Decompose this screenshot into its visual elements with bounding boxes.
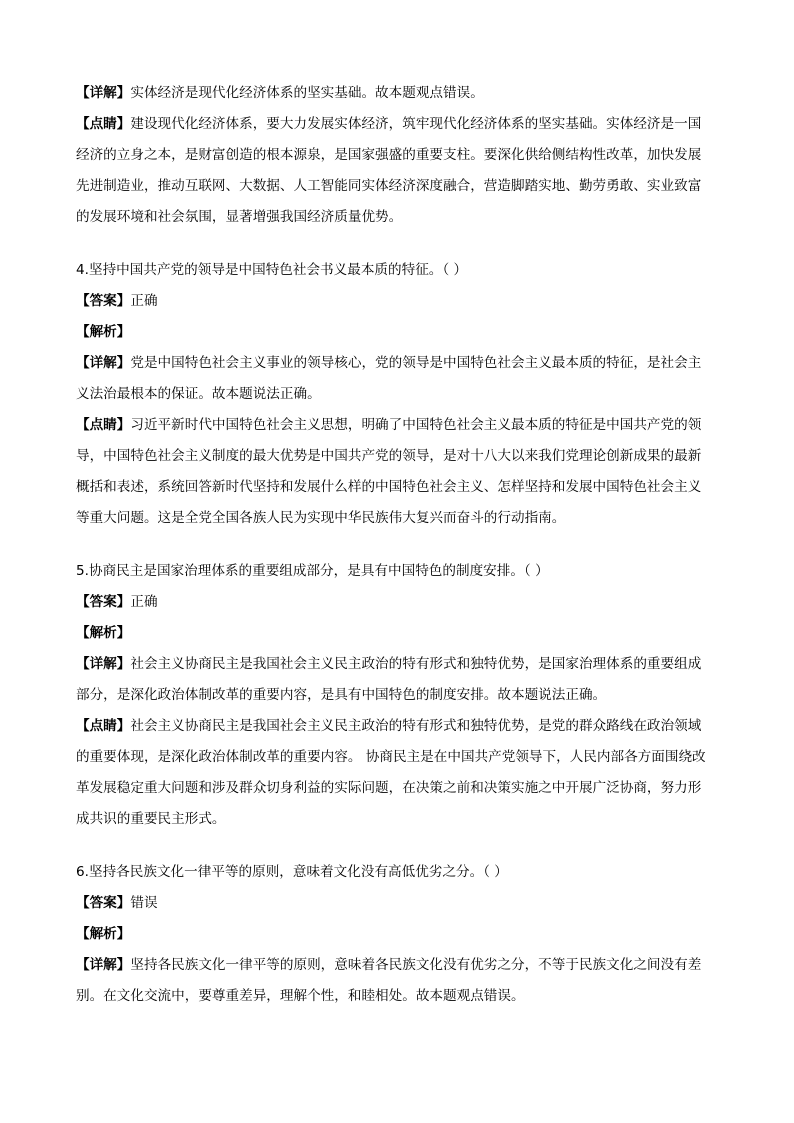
answer-value: 正确 xyxy=(130,594,158,610)
analysis-label: 【解析】 xyxy=(76,625,131,641)
comment-label: 【点睛】 xyxy=(76,718,131,734)
question-text: 4.坚持中国共产党的领导是中国特色社会书义最本质的特征。（ ） xyxy=(76,262,468,278)
comment-line: 社会主义协商民主是我国社会主义民主政治的特有形式和独特优势，是党的群众路线在政治领域 xyxy=(130,718,702,734)
answer-value: 正确 xyxy=(130,293,158,309)
detail-line: 别。在文化交流中，要尊重差异，理解个性，和睦相处。故本题观点错误。 xyxy=(76,988,525,1004)
answer-label: 【答案】 xyxy=(76,895,131,911)
analysis-label: 【解析】 xyxy=(76,324,131,340)
q3-comment xyxy=(76,109,712,233)
comment-line: 概括和表述，系统回答新时代坚持和发展什么样的中国特色社会主义、怎样坚持和发展中国特色社会主义 xyxy=(76,479,702,495)
comment-label: 【点睛】 xyxy=(76,116,131,132)
comment-line: 导，中国特色社会主义制度的最大优势是中国共产党的领导，是对十八大以来我们党理论创新成果的最新 xyxy=(76,448,702,464)
answer-label: 【答案】 xyxy=(76,594,131,610)
detail-text: 实体经济是现代化经济体系的坚实基础。故本题观点错误。 xyxy=(130,85,484,101)
comment-line: 先进制造业，推动互联网、大数据、人工智能同实体经济深度融合，营造脚踏实地、勤劳勇敢、实业致富 xyxy=(76,178,702,194)
comment-label: 【点睛】 xyxy=(76,417,131,433)
comment-line: 的发展环境和社会氛围，显著增强我国经济质量优势。 xyxy=(76,209,403,225)
comment-line: 等重大问题。这是全党全国各族人民为实现中华民族伟大复兴而奋斗的行动指南。 xyxy=(76,510,566,526)
answer-label: 【答案】 xyxy=(76,293,131,309)
answer-value: 错误 xyxy=(130,895,158,911)
detail-label: 【详解】 xyxy=(76,656,131,672)
detail-line: 党是中国特色社会主义事业的领导核心，党的领导是中国特色社会主义最本质的特征，是社会主 xyxy=(130,355,702,371)
detail-line: 部分，是深化政治体制改革的重要内容，是具有中国特色的制度安排。故本题说法正确。 xyxy=(76,687,607,703)
question-5 xyxy=(76,556,712,835)
question-text: 6.坚持各民族文化一律平等的原则，意味着文化没有高低优劣之分。（ ） xyxy=(76,864,508,880)
analysis-label: 【解析】 xyxy=(76,926,131,942)
comment-line: 的重要体现，是深化政治体制改革的重要内容。 协商民主是在中国共产党领导下，人民内部各方面围绕改 xyxy=(76,749,706,765)
detail-label: 【详解】 xyxy=(76,957,131,973)
question-6 xyxy=(76,857,712,1012)
detail-label: 【详解】 xyxy=(76,355,131,371)
comment-line: 习近平新时代中国特色社会主义思想，明确了中国特色社会主义最本质的特征是中国共产党的领 xyxy=(130,417,702,433)
question-4 xyxy=(76,255,712,534)
comment-line: 成共识的重要民主形式。 xyxy=(76,811,226,827)
question-text: 5.协商民主是国家治理体系的重要组成部分，是具有中国特色的制度安排。（ ） xyxy=(76,563,549,579)
comment-line: 经济的立身之本，是财富创造的根本源泉，是国家强盛的重要支柱。要深化供给侧结构性改革，加快发展 xyxy=(76,147,702,163)
comment-line: 革发展稳定重大问题和涉及群众切身利益的实际问题，在决策之前和决策实施之中开展广泛协商，努力形 xyxy=(76,780,702,796)
comment-line: 建设现代化经济体系，要大力发展实体经济，筑牢现代化经济体系的坚实基础。实体经济是一国 xyxy=(130,116,702,132)
detail-line: 坚持各民族文化一律平等的原则，意味着各民族文化没有优劣之分，不等于民族文化之间没有差 xyxy=(130,957,702,973)
detail-line: 社会主义协商民主是我国社会主义民主政治的特有形式和独特优势，是国家治理体系的重要组成 xyxy=(130,656,702,672)
q3-detail xyxy=(76,78,712,109)
detail-line: 义法治最根本的保证。故本题说法正确。 xyxy=(76,386,321,402)
detail-label: 【详解】 xyxy=(76,85,131,101)
